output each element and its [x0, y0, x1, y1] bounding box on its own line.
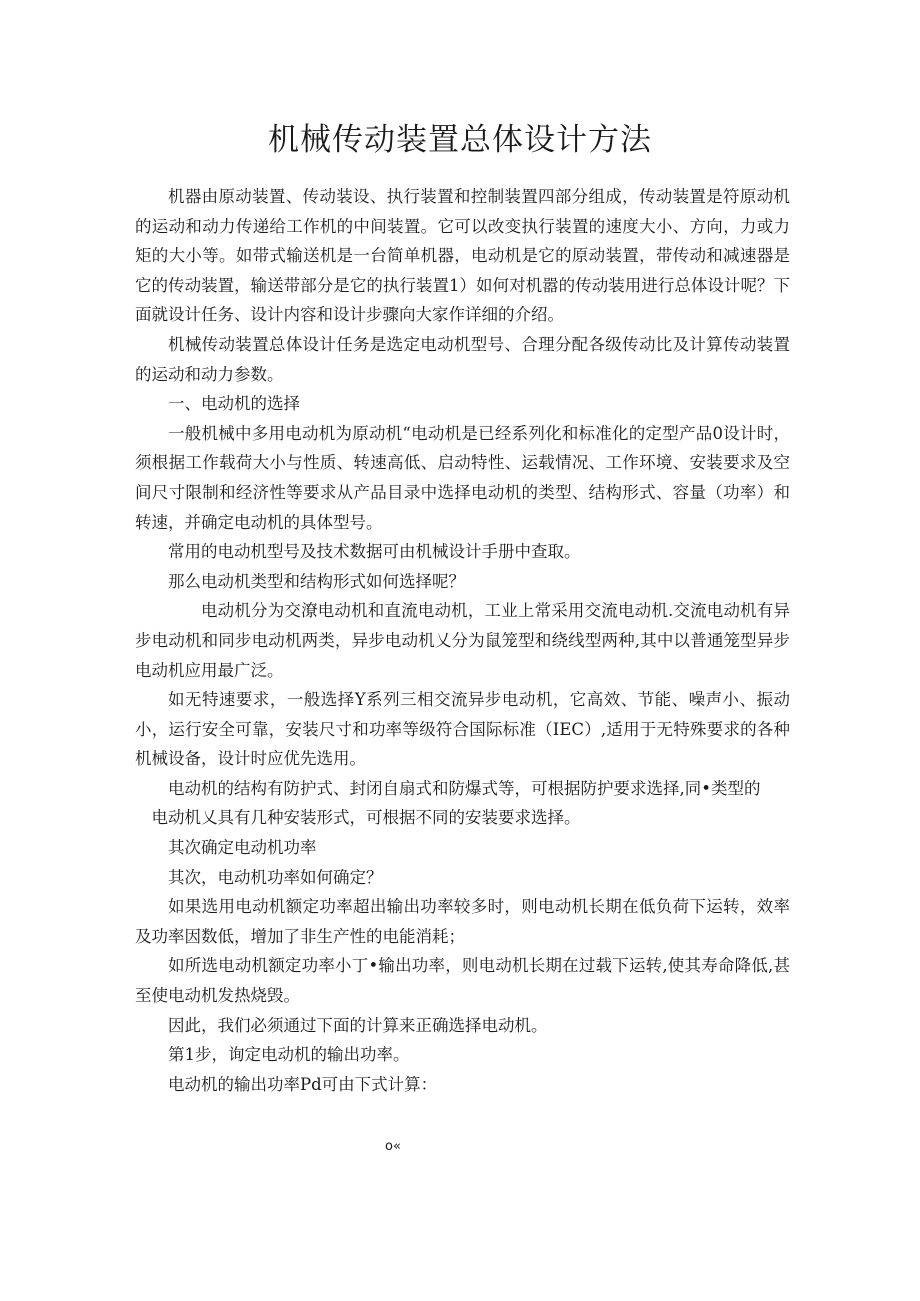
paragraph-power-heading: 其次确定电动机功率	[168, 838, 317, 858]
document-body	[135, 182, 790, 1099]
paragraph-output-power: 电动机的输出功率Pd可由下式计算：	[168, 1074, 438, 1094]
paragraph-calculation-intro: 因此，我们必须通过下面的计算来正确选择电动机。	[168, 1015, 548, 1035]
paragraph-power-question: 其次，电动机功率如何确定？	[168, 867, 383, 887]
paragraph-intro: 机器由原动装置、传动装设、执行装置和控制装置四部分组成，传动装置是符原动机的运动和动力传递给工作机的中间装置。它可以改变执行装置的速度大小、方向，力或力矩的大小等。如带式输送机是一台简单机器，电动机是它的原动装置，带传动和减速器是它的传动装置，输送带部分是它的执行装置1）如何对机嚣的传动装用进行总体设计呢？下面就设计任务、设计内容和设计步骤向大家作详细的介绍。	[135, 187, 790, 325]
paragraph-step-1: 第1步，询定电动机的输出功率。	[168, 1045, 410, 1065]
paragraph-design-task: 机械传动装置总体设计任务是选定电动机型号、合理分配各级传动比及计算传动装置的运动和动力参数。	[135, 334, 790, 384]
paragraph-power-too-low: 如所选电动机额定功率小丁•输出功率，则电动机长期在过载下运转,使其寿命降低,甚至使电动机发热烧毁。	[135, 956, 790, 1006]
paragraph-power-too-high: 如果选用电动机额定功率超出输出功率较多时，则电动机长期在低负荷下运转，效率及功率因数低，增加了非生产性的电能消耗；	[135, 897, 790, 946]
paragraph-motor-type-question: 那么电动机类型和结构形式如何选择呢？	[168, 571, 465, 591]
paragraph-motor-mounting: 电动机乂具有几种安装形式，可根据不同的安装要求选择。	[151, 808, 581, 828]
paragraph-y-series: 如无特速要求，一般选择Y系列三相交流异步电动机，它高效、节能、噪声小、振动小，运行安全可靠，安装尺寸和功率等级符合国际标准（IEC）,适用于无特殊要求的各种机械设备，设计时应优先选用。	[135, 690, 790, 769]
section-heading-motor-selection: 一、电动机的选择	[168, 394, 300, 414]
paragraph-motor-data: 常用的电动机型号及技术数据可由机械设计手册中查取。	[168, 542, 581, 562]
paragraph-motor-structure: 电动机的结构有防护式、封闭自扇式和防爆式等，可根据防护要求选择,同•类型的	[168, 778, 761, 798]
document-title: 机械传动装置总体设计方法	[268, 122, 652, 158]
paragraph-motor-types: 电动机分为交潦电动机和直流电动机，工业上常采用交流电动机.交流电动机有异步电动机和同步电动机两类，异步电动机乂分为鼠笼型和绕线型两种,其中以普通笼型异步电动机应用最广泛。	[135, 601, 790, 680]
paragraph-motor-general: 一般机械中多用电动机为原动机“电动机是已经系列化和标准化的定型产品0设计时，须根据工作载荷大小与性质、转速高低、启动特性、运载情况、工作环境、安装要求及空间尺寸限制和经济性等要求从产品目录中选择电动机的类型、结构形式、容量（功率）和转速，并确定电动机的具体型号。	[135, 423, 790, 532]
formula-fragment: o«	[385, 1139, 401, 1154]
